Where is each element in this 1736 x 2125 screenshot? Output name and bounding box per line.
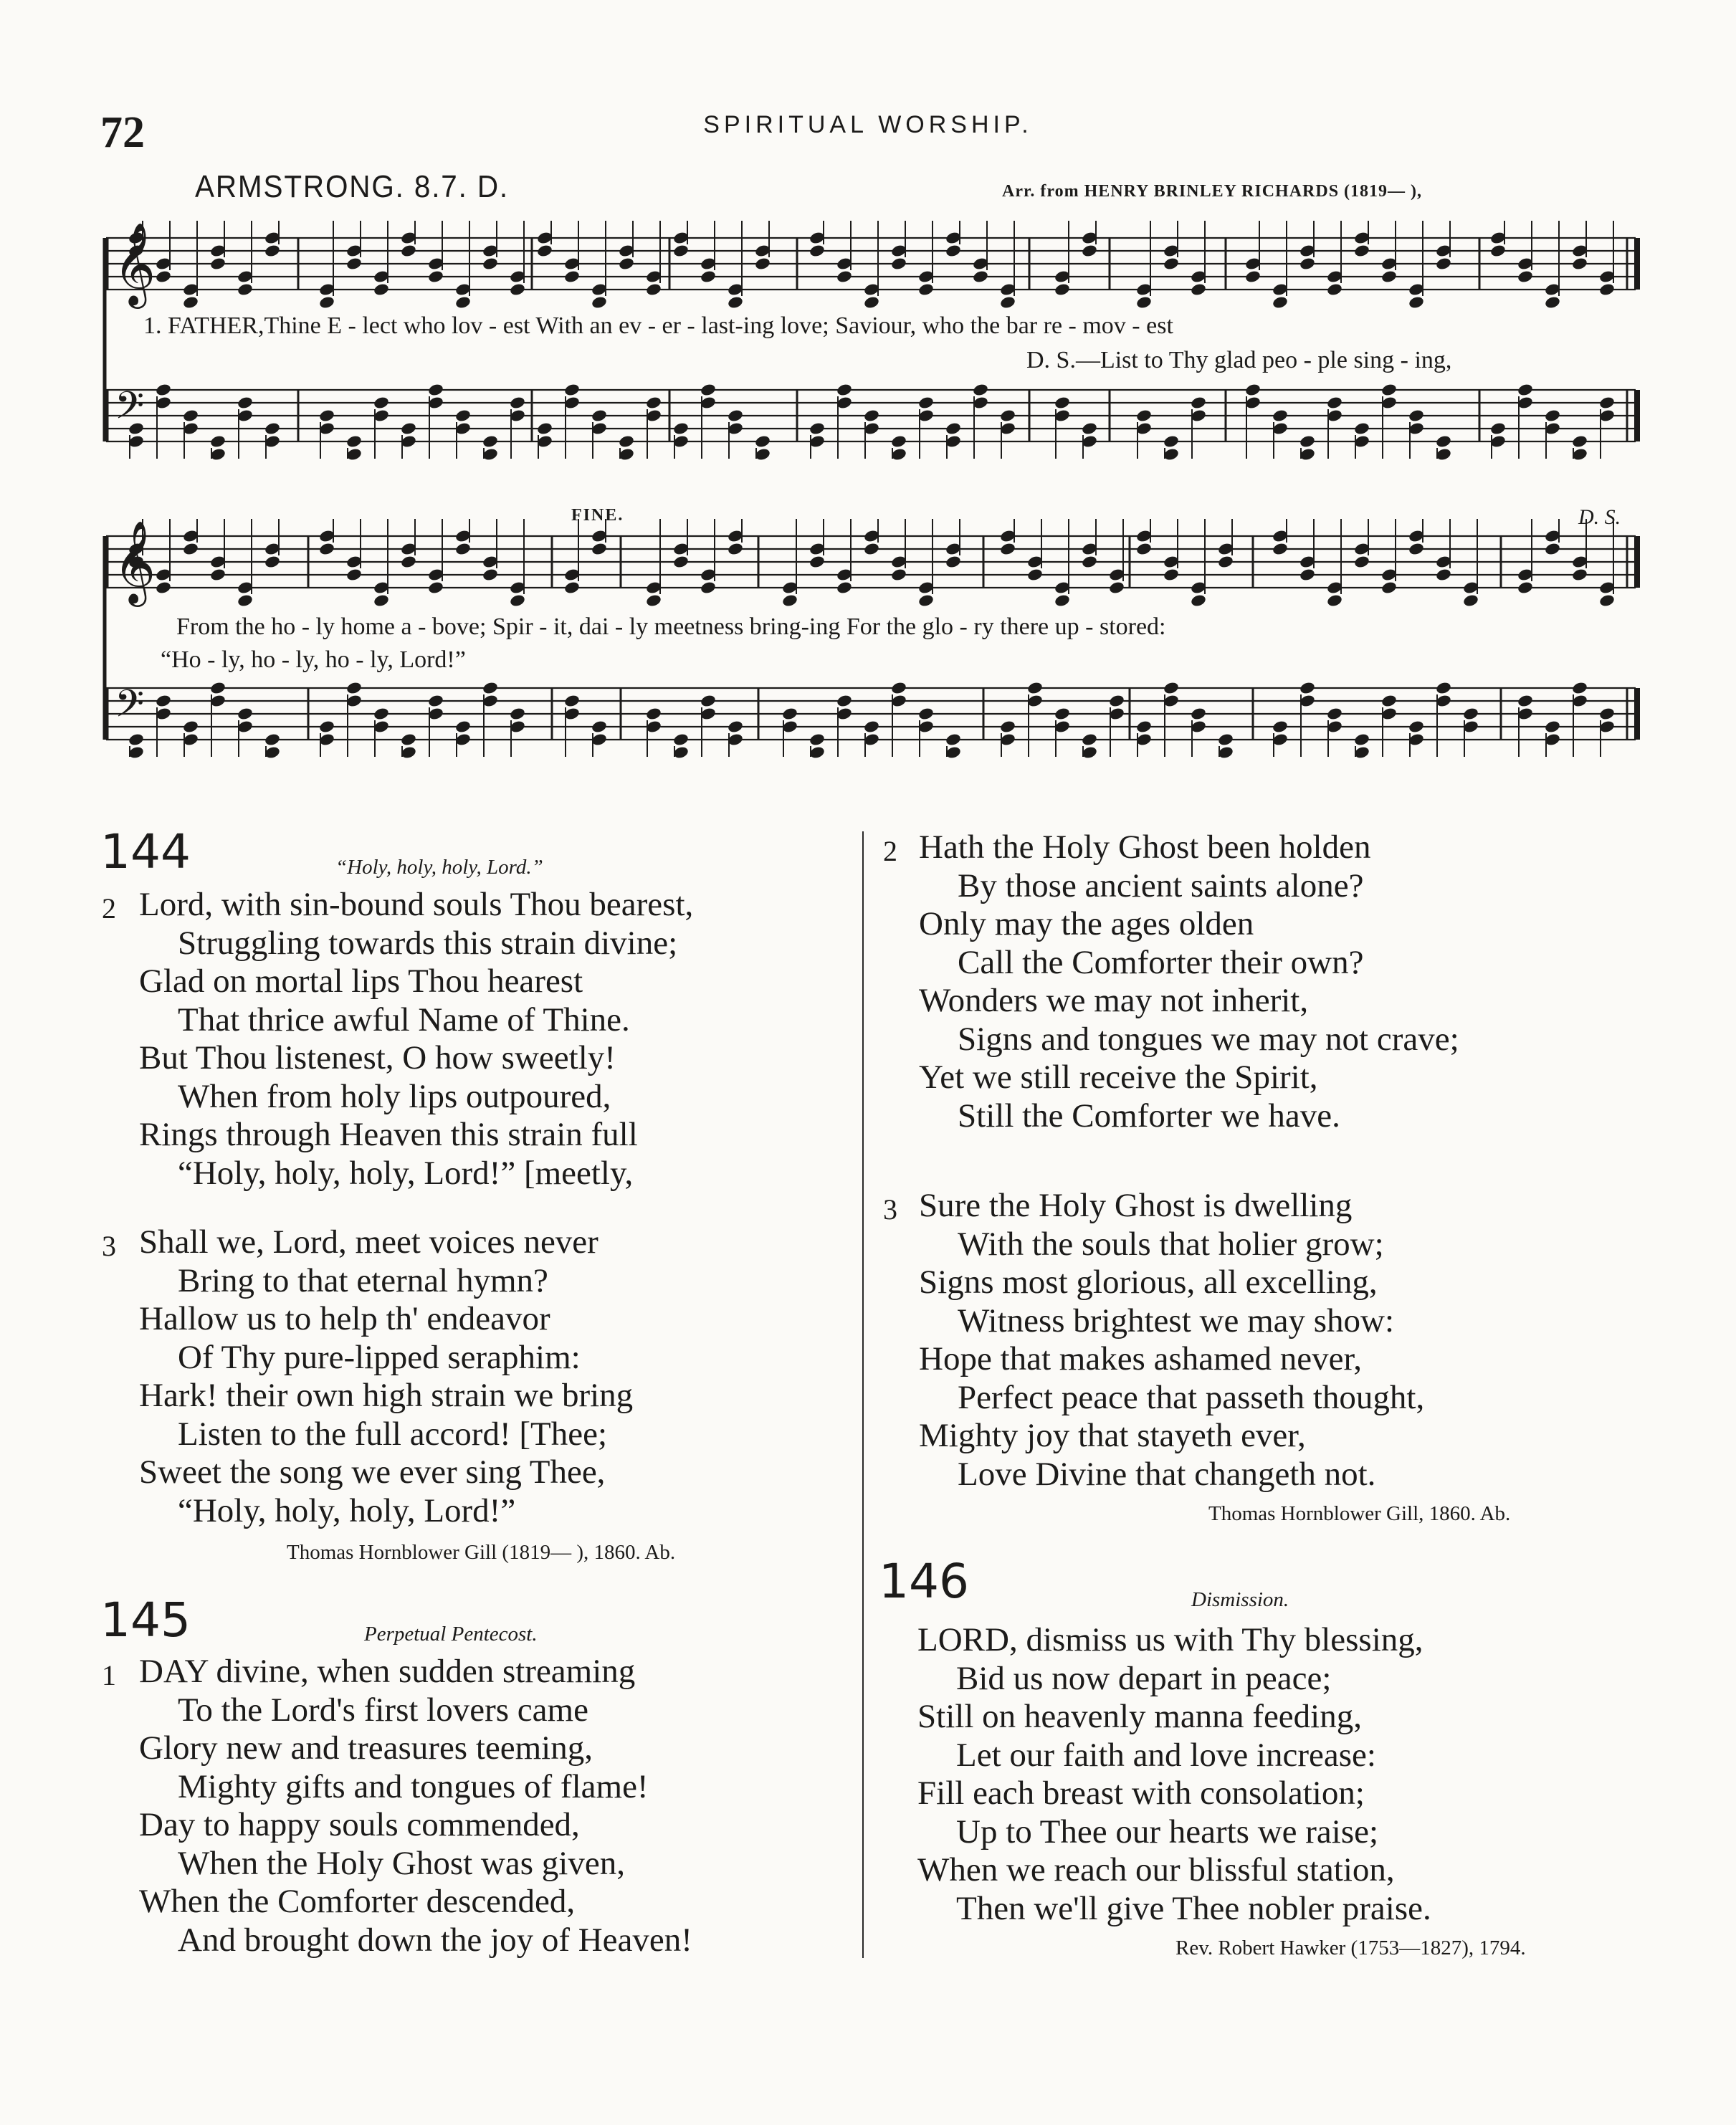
note-head [645,282,662,297]
note-head [1408,409,1425,423]
page-number: 72 [100,108,145,157]
note-head [917,282,935,297]
verse-line: Shall we, Lord, meet voices never [139,1223,598,1261]
note-head [890,434,907,449]
note-head [754,434,771,449]
note-head [237,396,254,410]
hymn-subtitle: Dismission. [1191,1588,1289,1611]
score-lyrics-line: 1. FATHER,Thine E - lect who lov - est With an ev - er - last-ing love; Saviour, who the bar re - mov - est [143,312,1173,339]
note-head [318,409,335,423]
note-head [1489,421,1507,436]
verse [917,1621,1431,1928]
verse-line: When the Holy Ghost was given, [178,1844,625,1882]
note-head [264,555,281,569]
note-head [591,295,608,310]
verse-line: Lord, with sin-bound souls Thou bearest, [139,886,694,923]
note-head [917,707,935,721]
verse-line: With the souls that holier grow; [958,1225,1384,1263]
note-head [155,269,172,284]
note-head [1108,694,1125,708]
note-head [809,555,826,569]
note-head [700,694,717,708]
note-head [427,581,444,595]
score-lyrics-line: “Ho - ly, ho - ly, ho - ly, Lord!” [161,646,466,673]
verse-line: That thrice awful Name of Thine. [178,1001,630,1038]
verse-line: Glory new and treasures teeming, [139,1729,593,1767]
note-head [1544,542,1561,556]
note-head [454,295,472,310]
note-head [1326,396,1343,410]
note-head [1081,555,1098,569]
attribution: Thomas Hornblower Gill, 1860. Ab. [1208,1502,1511,1525]
note-head [1544,295,1561,310]
verse-line: Up to Thee our hearts we raise; [956,1813,1379,1851]
note-head [1163,434,1180,449]
verse-line: Let our faith and love increase: [956,1736,1376,1774]
note-head [836,581,853,595]
verse-number: 3 [883,1193,897,1226]
note-head [727,295,744,310]
note-head [1598,282,1616,297]
note-head [1081,732,1098,747]
note-head [536,421,553,436]
note-head [182,720,199,734]
attribution: Rev. Robert Hawker (1753—1827), 1794. [1175,1937,1526,1959]
note-head [509,396,526,410]
note-head [1353,732,1370,747]
note-head [427,694,444,708]
note-head [1190,593,1207,608]
note-head [1571,568,1588,582]
note-head [1408,542,1425,556]
treble-clef-icon: 𝄞 [113,221,156,305]
note-head [1054,593,1071,608]
verse-line: Still on heavenly manna feeding, [917,1698,1362,1735]
note-head [209,257,226,271]
verse-line: Of Thy pure-lipped seraphim: [178,1338,581,1376]
note-head [1190,707,1207,721]
verse-line: Struggling towards this strain divine; [178,924,678,962]
verse-line: “Holy, holy, holy, Lord!” [meetly, [178,1154,634,1192]
note-head [509,593,526,608]
note-head [1299,434,1316,449]
note-head [209,681,226,695]
note-head [672,732,690,747]
note-head [972,269,989,284]
hymn-subtitle: “Holy, holy, holy, Lord.” [335,856,543,879]
note-head [563,383,581,397]
note-head [264,421,281,436]
note-head [1272,295,1289,310]
note-head [1135,409,1153,423]
note-head [182,295,199,310]
bass-clef-icon: 𝄢 [115,384,145,437]
note-head [999,409,1016,423]
note-head [999,720,1016,734]
note-head [454,542,472,556]
note-head [672,555,690,569]
note-head [1217,732,1234,747]
note-head [999,295,1016,310]
note-head [182,542,199,556]
note-head [700,383,717,397]
note-head [1353,244,1370,258]
treble-clef-icon: 𝄞 [113,520,156,603]
note-head [781,593,798,608]
verse-line: When the Comforter descended, [139,1883,576,1920]
verse-line: Fill each breast with consolation; [917,1775,1365,1812]
note-head [1299,681,1316,695]
note-head [400,244,417,258]
note-head [945,244,962,258]
note-head [509,707,526,721]
note-head [809,732,826,747]
verse-number: 1 [102,1659,116,1691]
note-head [237,593,254,608]
note-head [700,269,717,284]
verse [139,886,693,1193]
verse-line: Call the Comforter their own? [958,943,1364,981]
note-head [563,694,581,708]
note-head [1081,421,1098,436]
note-head [373,396,390,410]
note-head [727,720,744,734]
note-head [264,244,281,258]
note-head [591,720,608,734]
hymn-number: 145 [100,1592,191,1648]
verse-number: 2 [883,835,897,867]
note-head [563,269,581,284]
note-head [237,282,254,297]
note-head [1054,282,1071,297]
note-head [1598,593,1616,608]
final-bar [1634,238,1640,290]
verse-line: When from holy lips outpoured, [178,1077,611,1115]
note-head [1108,581,1125,595]
note-head [1544,720,1561,734]
final-bar [1634,688,1640,740]
note-head [1517,269,1534,284]
note-head [1244,269,1262,284]
note-head [1326,593,1343,608]
note-head [454,720,472,734]
bass-clef-icon: 𝄢 [115,682,145,735]
note-head [1517,383,1534,397]
verse-line: Glad on mortal lips Thou hearest [139,963,583,1000]
note-head [1299,257,1316,271]
attribution: Thomas Hornblower Gill (1819— ), 1860. Ab. [287,1541,676,1564]
verse-line: Bid us now depart in peace; [956,1659,1332,1697]
note-head [209,568,226,582]
verse-line: Perfect peace that passeth thought, [958,1378,1425,1416]
note-head [373,593,390,608]
note-head [482,257,499,271]
note-head [1272,542,1289,556]
note-head [345,434,363,449]
note-head [1408,295,1425,310]
verse-line: Mighty joy that stayeth ever, [919,1417,1306,1454]
verse-line: Day to happy souls commended, [139,1806,580,1843]
verse-line: When we reach our blissful station, [917,1851,1395,1888]
note-head [1272,720,1289,734]
note-head [1380,383,1398,397]
verse-line: Hallow us to help th' endeavor [139,1300,550,1337]
verse-line: Hark! their own high strain we bring [139,1377,634,1414]
note-head [345,568,363,582]
verse-line: Witness brightest we may show: [958,1302,1395,1340]
note-head [400,732,417,747]
hymn-number: 146 [879,1554,969,1609]
score-lyrics-line: D. S.—List to Thy glad peo - ple sing - ing, [1026,347,1452,373]
note-head [209,434,226,449]
note-head [237,707,254,721]
note-head [945,421,962,436]
note-head [727,409,744,423]
note-head [1163,681,1180,695]
verse-line: Sure the Holy Ghost is dwelling [919,1187,1353,1224]
note-head [536,244,553,258]
verse-line: Yet we still receive the Spirit, [919,1059,1318,1096]
running-head: SPIRITUAL WORSHIP. [703,111,1033,138]
note-head [264,732,281,747]
note-head [863,542,880,556]
note-head [155,383,172,397]
note-head [1054,396,1071,410]
verse-number: 2 [102,892,116,925]
verse [919,828,1459,1135]
note-head [1299,568,1316,582]
note-head [1598,396,1616,410]
verse [139,1653,692,1959]
note-head [645,396,662,410]
verse [919,1187,1424,1494]
note-head [645,707,662,721]
note-head [427,269,444,284]
score-lyrics-line: From the ho - ly home a - bove; Spir - it, dai - ly meetness bring-ing For the glo - ry there up - stored: [176,613,1166,640]
note-head [1380,269,1398,284]
note-head [1544,409,1561,423]
note-head [373,707,390,721]
note-head [945,732,962,747]
note-head [645,593,662,608]
column-divider [862,831,864,1958]
final-bar [1634,536,1640,588]
note-head [1380,694,1398,708]
note-head [890,257,907,271]
note-head [1408,720,1425,734]
note-head [155,694,172,708]
note-head [591,542,608,556]
verse-line: But Thou listenest, O how sweetly! [139,1039,616,1076]
note-head [400,555,417,569]
note-head [972,383,989,397]
note-head [1380,581,1398,595]
note-head [318,295,335,310]
note-head [672,421,690,436]
note-head [345,681,363,695]
note-head [1190,282,1207,297]
verse-line: By those ancient saints alone? [958,866,1364,904]
verse-line: Still the Comforter we have. [958,1097,1340,1135]
final-bar [1634,390,1640,441]
note-head [863,295,880,310]
note-head [1489,244,1507,258]
note-head [1571,257,1588,271]
note-head [1135,295,1153,310]
note-head [1353,555,1370,569]
note-head [1598,707,1616,721]
note-head [482,681,499,695]
note-head [1517,581,1534,595]
note-head [1163,257,1180,271]
note-head [1435,257,1452,271]
note-head [182,409,199,423]
verse-line: Hath the Holy Ghost been holden [919,828,1371,866]
hymn-subtitle: Perpetual Pentecost. [364,1623,538,1646]
note-head [863,409,880,423]
note-head [999,542,1016,556]
note-head [1353,421,1370,436]
note-head [1026,568,1044,582]
verse-line: And brought down the joy of Heaven! [178,1921,692,1959]
verse-line: LORD, dismiss us with Thy blessing, [917,1621,1423,1658]
note-head [1517,694,1534,708]
note-head [1272,409,1289,423]
note-head [836,269,853,284]
note-head [1435,568,1452,582]
hymn-number: 144 [100,824,191,879]
verse-line: Signs and tongues we may not crave; [958,1020,1459,1058]
fine-mark: FINE. [571,506,624,525]
note-head [373,282,390,297]
note-head [618,257,635,271]
note-head [1571,434,1588,449]
note-head [1326,282,1343,297]
note-head [1217,555,1234,569]
verse-line: Mighty gifts and tongues of flame! [178,1767,649,1805]
note-head [1135,720,1153,734]
note-head [836,694,853,708]
verse-line: Wonders we may not inherit, [919,982,1309,1019]
ds-mark: D. S. [1578,505,1621,529]
note-head [890,681,907,695]
note-head [1163,568,1180,582]
note-head [809,421,826,436]
note-head [1135,542,1153,556]
verse-line: Then we'll give Thee nobler praise. [956,1889,1431,1927]
verse-line: Signs most glorious, all excelling, [919,1264,1378,1301]
verse-line: Love Divine that changeth not. [958,1455,1376,1493]
note-head [1435,681,1452,695]
note-head [1571,681,1588,695]
note-head [318,720,335,734]
verse-line: Listen to the full accord! [Thee; [178,1415,607,1453]
note-head [509,282,526,297]
note-head [1326,707,1343,721]
note-head [945,555,962,569]
note-head [482,434,499,449]
note-head [345,257,363,271]
verse-number: 3 [102,1230,116,1262]
note-head [1190,396,1207,410]
note-head [1435,434,1452,449]
note-head [917,593,935,608]
music-score [0,0,1736,803]
verse-line: To the Lord's first lovers came [178,1691,588,1729]
note-head [1054,707,1071,721]
note-head [836,383,853,397]
note-head [400,421,417,436]
note-head [318,542,335,556]
note-head [863,720,880,734]
note-head [591,409,608,423]
note-head [1081,244,1098,258]
note-head [1244,383,1262,397]
note-head [672,244,690,258]
verse-line: Sweet the song we ever sing Thee, [139,1453,606,1491]
note-head [809,244,826,258]
tune-name: ARMSTRONG. 8.7. D. [195,169,509,204]
verse-line: Rings through Heaven this strain full [139,1116,638,1153]
note-head [1462,707,1479,721]
verse-line: DAY divine, when sudden streaming [139,1653,636,1690]
verse-line: Hope that makes ashamed never, [919,1340,1363,1377]
tune-composer: Arr. from HENRY BRINLEY RICHARDS (1819— ), [1002,182,1423,201]
note-head [1026,681,1044,695]
note-head [563,581,581,595]
verse-line: Only may the ages olden [919,905,1254,942]
note-head [781,707,798,721]
verse-line: “Holy, holy, holy, Lord!” [178,1491,516,1529]
verse [139,1223,633,1530]
note-head [700,581,717,595]
note-head [917,396,935,410]
note-head [1462,593,1479,608]
note-head [155,581,172,595]
note-head [754,257,771,271]
note-head [890,568,907,582]
note-head [618,434,635,449]
note-head [482,568,499,582]
verse-line: Bring to that eternal hymn? [178,1261,548,1299]
note-head [454,409,472,423]
note-head [727,542,744,556]
note-head [427,383,444,397]
